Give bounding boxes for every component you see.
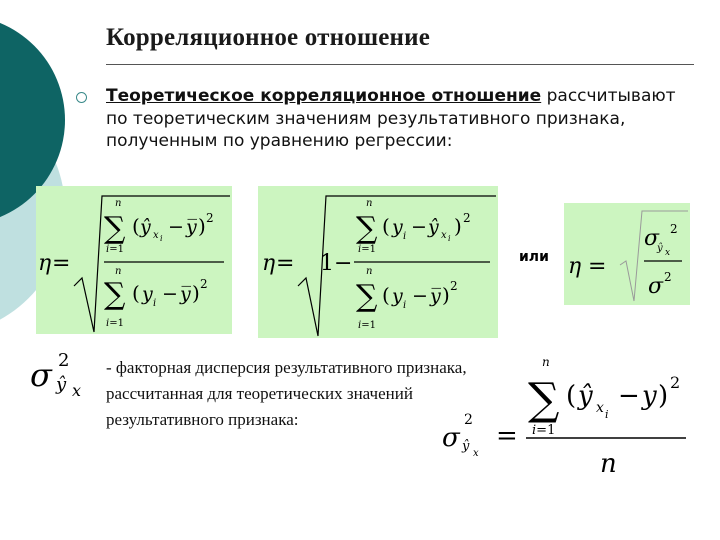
svg-text:2: 2 <box>450 279 458 293</box>
svg-text:=: = <box>588 254 607 279</box>
svg-text:n: n <box>366 198 373 209</box>
svg-text:): ) <box>198 214 206 238</box>
svg-text:): ) <box>658 381 669 411</box>
svg-text:i: i <box>448 234 451 243</box>
svg-text:n: n <box>115 266 122 277</box>
svg-text:∑: ∑ <box>356 279 378 314</box>
svg-text:y̅: y̅ <box>430 285 441 307</box>
svg-text:n: n <box>366 266 373 277</box>
svg-text:(: ( <box>382 214 390 238</box>
svg-text:σ: σ <box>644 226 660 251</box>
title-divider <box>106 64 694 65</box>
svg-text:): ) <box>442 283 450 307</box>
svg-text:x: x <box>72 381 82 400</box>
svg-text:i=1: i=1 <box>532 423 556 438</box>
svg-text:2: 2 <box>670 222 678 236</box>
svg-text:∑: ∑ <box>356 211 378 246</box>
formula-eta-2 <box>258 186 498 338</box>
svg-text:−: − <box>618 381 640 411</box>
factor-dispersion-description: - факторная дисперсия результативного признака, рассчитанная для теоретических значений результативного признака: <box>106 358 467 429</box>
svg-text:n: n <box>542 355 550 369</box>
svg-text:ŷ: ŷ <box>462 439 470 454</box>
svg-text:2: 2 <box>58 350 70 371</box>
or-label: или <box>516 249 552 265</box>
svg-text:η: η <box>38 251 52 276</box>
svg-text:−: − <box>412 285 428 307</box>
svg-text:(: ( <box>566 381 577 411</box>
svg-text:ŷ: ŷ <box>140 216 151 238</box>
svg-text:i: i <box>605 408 609 421</box>
svg-text:x: x <box>596 400 604 416</box>
svg-text:∑: ∑ <box>104 277 126 312</box>
intro-paragraph <box>106 85 696 153</box>
svg-text:x: x <box>473 448 479 459</box>
svg-text:σ: σ <box>648 274 664 299</box>
svg-text:i: i <box>403 231 407 242</box>
svg-text:y: y <box>642 381 657 411</box>
svg-text:n: n <box>600 449 617 479</box>
svg-text:ŷ: ŷ <box>428 216 439 238</box>
svg-text:y: y <box>142 283 153 305</box>
svg-text:n: n <box>115 198 122 209</box>
svg-text:i=1: i=1 <box>358 320 376 331</box>
svg-text:2: 2 <box>664 270 672 284</box>
svg-text:2: 2 <box>200 277 208 291</box>
svg-text:(: ( <box>132 214 140 238</box>
svg-text:∑: ∑ <box>104 211 126 246</box>
svg-text:=: = <box>496 421 518 451</box>
svg-text:−: − <box>411 216 427 238</box>
svg-text:η: η <box>262 251 276 276</box>
svg-text:ŷ: ŷ <box>578 381 593 411</box>
svg-text:2: 2 <box>670 373 681 392</box>
formula-sigma-definition <box>440 350 700 480</box>
svg-text:(: ( <box>132 281 140 305</box>
svg-text:σ: σ <box>442 423 460 453</box>
svg-text:y̅: y̅ <box>186 216 197 238</box>
svg-text:): ) <box>454 214 462 238</box>
svg-text:1: 1 <box>320 251 334 276</box>
svg-text:i=1: i=1 <box>358 244 376 255</box>
sigma-yx-symbol <box>28 340 98 410</box>
svg-text:σ: σ <box>30 356 52 394</box>
svg-text:(: ( <box>382 283 390 307</box>
svg-text:2: 2 <box>206 211 214 225</box>
svg-text:i: i <box>160 234 163 243</box>
svg-text:=: = <box>52 251 71 276</box>
svg-text:2: 2 <box>464 412 473 428</box>
svg-text:−: − <box>168 216 184 238</box>
svg-text:ŷ: ŷ <box>657 243 663 254</box>
svg-text:x: x <box>665 248 671 258</box>
svg-text:=: = <box>276 251 295 276</box>
paragraph-emphasis: Теоретическое корреляционное отношение <box>106 86 542 106</box>
bullet-circle-icon <box>76 92 87 103</box>
svg-text:i=1: i=1 <box>106 244 124 255</box>
svg-text:−: − <box>334 251 353 276</box>
formula-eta-1 <box>36 186 232 334</box>
svg-text:ŷ: ŷ <box>56 374 67 395</box>
svg-text:i: i <box>403 300 407 311</box>
svg-text:): ) <box>192 281 200 305</box>
svg-text:i=1: i=1 <box>106 318 124 329</box>
svg-text:−: − <box>162 283 178 305</box>
svg-text:η: η <box>568 254 582 279</box>
svg-text:y: y <box>392 285 403 307</box>
svg-text:y̅: y̅ <box>180 283 191 305</box>
svg-text:x: x <box>153 230 159 241</box>
svg-text:y: y <box>392 216 403 238</box>
paragraph-text: рассчитывают по теоретическим значениям результативного признака, полученным по уравнению регрессии: <box>106 86 676 151</box>
svg-text:i: i <box>153 298 157 309</box>
svg-text:x: x <box>441 230 447 241</box>
svg-text:2: 2 <box>463 211 471 225</box>
formula-eta-3 <box>564 203 690 305</box>
slide-title: Корреляционное отношение <box>106 24 431 51</box>
svg-text:∑: ∑ <box>528 374 560 425</box>
